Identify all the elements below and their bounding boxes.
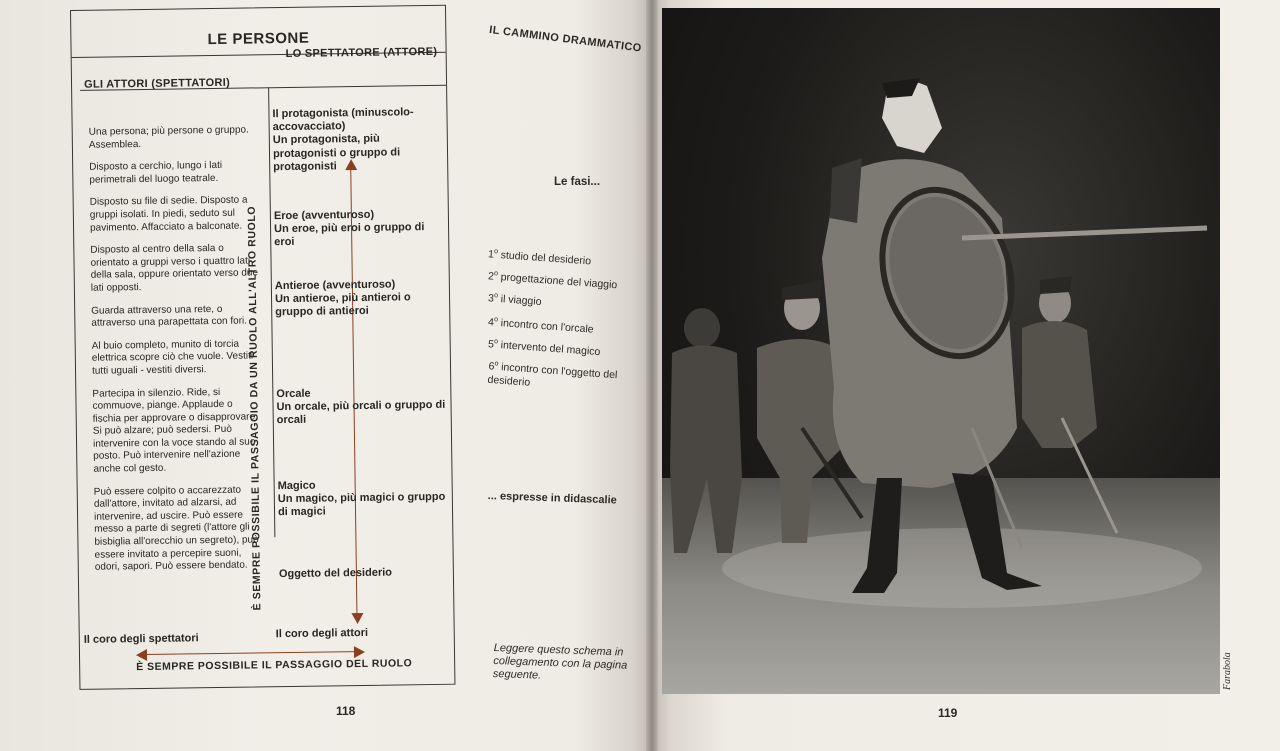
role-item xyxy=(278,478,449,520)
page-number-right: 119 xyxy=(938,706,958,720)
spectator-para: Partecipa in silenzio. Ride, si commuove, piange. Applaude o fischia per approvare o disapprovare. Si può alzare; può sedersi. Può intervenire con la voce stando al suo posto. Può intervenire nell'azione anche col gesto. xyxy=(92,386,258,475)
spectator-para: Guarda attraverso una rete, o attraverso una parapettata con fori. xyxy=(91,303,248,329)
didascalie-note: ... espresse in didascalie xyxy=(487,490,617,507)
role-item xyxy=(275,278,446,320)
phase-item: 1$^o$ studio del desiderio xyxy=(487,248,592,268)
phases-heading: Le fasi... xyxy=(554,176,601,188)
vertical-role-label: È SEMPRE POSSIBILE IL PASSAGGIO DA UN RUOLO ALL'ALTRO RUOLO xyxy=(245,205,264,611)
book-gutter xyxy=(646,0,658,751)
stage-photo xyxy=(662,8,1220,694)
role-sub: Un protagonista, più protagonisti o gruppo di protagonisti xyxy=(272,133,401,173)
spectator-descriptions xyxy=(89,124,265,584)
section-title: IL CAMMINO DRAMMATICO xyxy=(488,24,643,55)
stage-photo-figures xyxy=(662,8,1220,694)
arrow-right-icon xyxy=(354,646,365,658)
role-item xyxy=(276,386,447,428)
phase-item: 3$^o$ il viaggio xyxy=(487,292,542,308)
bottom-role-label: È SEMPRE POSSIBILE IL PASSAGGIO DEL RUOLO xyxy=(136,657,413,674)
actor-roles xyxy=(272,106,446,581)
reading-note: Leggere questo schema in collegamento con la pagina seguente. xyxy=(492,642,628,682)
spectator-para: Disposto a cerchio, lungo i lati perimetrali del luogo teatrale. xyxy=(89,160,223,186)
phase-item: 6$^o$ incontro con l'oggetto del desiderio xyxy=(487,360,618,389)
horizontal-arrow-line xyxy=(144,651,356,655)
coro-attori: Il coro degli attori xyxy=(275,626,369,641)
role-title: Magico xyxy=(277,479,316,493)
role-title: Oggetto del desiderio xyxy=(278,566,393,581)
phase-item: 2$^o$ progettazione del viaggio xyxy=(487,270,618,292)
role-title: Il protagonista (minuscolo-accovacciato) xyxy=(272,106,414,134)
spectator-para: Disposto al centro della sala o orientato a gruppi verso i quattro lati della sala, oppure orientato verso due lati opposti. xyxy=(90,243,259,294)
photo-credit: Farabola xyxy=(1222,652,1233,690)
spectator-para: Al buio completo, munito di torcia elettrica scopre ciò che vuole. Vestiti tutti uguali - vestiti diversi. xyxy=(91,338,254,377)
role-title: Antieroe (avventuroso) xyxy=(274,278,396,293)
coro-spettatori: Il coro degli spettatori xyxy=(83,632,199,646)
role-item xyxy=(272,106,443,174)
role-sub: Un eroe, più eroi o gruppo di eroi xyxy=(273,221,425,249)
roles-table xyxy=(70,5,455,690)
spectator-para: Una persona; più persone o gruppo. Assemblea. xyxy=(88,124,249,151)
arrow-left-icon xyxy=(136,649,147,661)
table-title: LE PERSONE xyxy=(207,29,310,49)
role-sub: Un antieroe, più antieroi o gruppo di antieroi xyxy=(274,291,411,319)
phase-item: 4$^o$ incontro con l'orcale xyxy=(487,316,594,336)
spectator-para: Disposto su file di sedie. Disposto a gruppi isolati. In piedi, seduto sul pavimento. Affacciato a balconate. xyxy=(89,194,248,234)
header-spectator-actor: LO SPETTATORE (ATTORE) xyxy=(285,45,438,60)
page-number-left: 118 xyxy=(336,704,356,718)
role-title: Eroe (avventuroso) xyxy=(273,208,375,223)
spectator-para: Può essere colpito o accarezzato dall'attore, invitato ad alzarsi, ad intervenire, ad uscire. Può essere messo a parte di segreti (l'attore gli bisbiglia all'orecchio un segreto), può essere invitato a percepire suoni, odori, sapori. Può essere bendato. xyxy=(93,484,259,573)
phase-item: 5$^o$ intervento del magico xyxy=(487,338,601,359)
role-sub: Un magico, più magici o gruppo di magici xyxy=(277,491,446,519)
header-actors-spectators: GLI ATTORI (SPETTATORI) xyxy=(83,76,231,91)
role-item xyxy=(279,566,449,582)
role-title: Orcale xyxy=(276,387,311,401)
role-item xyxy=(274,208,445,250)
role-sub: Un orcale, più orcali o gruppo di orcali xyxy=(276,399,446,427)
arrow-down-icon xyxy=(351,613,363,624)
